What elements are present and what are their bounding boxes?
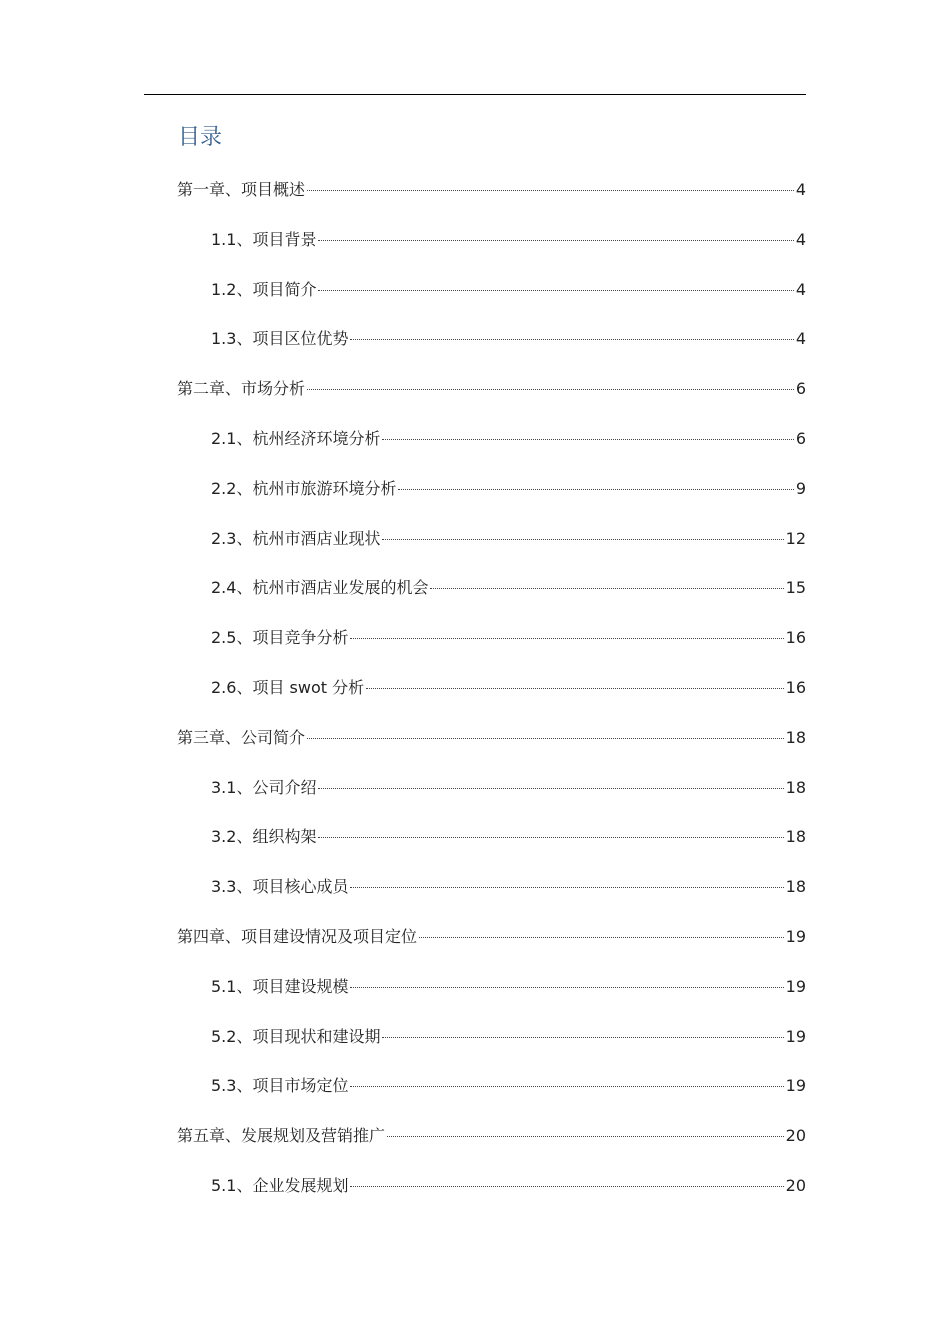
toc-section-entry[interactable]	[0, 1068, 950, 1118]
toc-entry-label: 2.6、项目 swot 分析	[211, 677, 365, 697]
toc-section-entry[interactable]	[0, 969, 950, 1019]
toc-dot-leader	[307, 389, 794, 390]
toc-dot-leader	[318, 788, 783, 789]
toc-chapter-entry[interactable]	[0, 172, 950, 222]
toc-dot-leader	[382, 1037, 783, 1038]
toc-entry-label: 2.5、项目竞争分析	[211, 628, 349, 648]
toc-chapter-entry[interactable]	[0, 919, 950, 969]
toc-page-number: 19	[785, 1026, 806, 1046]
toc-section-entry[interactable]	[0, 471, 950, 521]
toc-dot-leader	[382, 439, 793, 440]
toc-list	[0, 172, 950, 1218]
toc-chapter-entry[interactable]	[0, 720, 950, 770]
toc-section-entry[interactable]	[0, 570, 950, 620]
toc-dot-leader	[430, 588, 783, 589]
toc-dot-leader	[419, 937, 784, 938]
toc-entry-label: 5.1、企业发展规划	[211, 1175, 349, 1195]
toc-section-entry[interactable]	[0, 1168, 950, 1218]
toc-entry-label: 5.2、项目现状和建设期	[211, 1026, 381, 1046]
toc-dot-leader	[387, 1136, 784, 1137]
toc-page-number: 4	[795, 279, 806, 299]
toc-entry-label: 第一章、项目概述	[177, 180, 306, 199]
toc-section-entry[interactable]	[0, 321, 950, 371]
toc-section-entry[interactable]	[0, 819, 950, 869]
toc-chapter-entry[interactable]	[0, 1118, 950, 1168]
toc-entry-label: 3.1、公司介绍	[211, 777, 317, 797]
toc-dot-leader	[318, 837, 783, 838]
toc-dot-leader	[350, 887, 783, 888]
toc-section-entry[interactable]	[0, 770, 950, 820]
toc-section-entry[interactable]	[0, 869, 950, 919]
toc-entry-label: 5.1、项目建设规模	[211, 976, 349, 996]
toc-entry-label: 5.3、项目市场定位	[211, 1076, 349, 1096]
toc-entry-label: 1.1、项目背景	[211, 229, 317, 249]
toc-entry-label: 第四章、项目建设情况及项目定位	[177, 926, 418, 946]
toc-page-number: 20	[785, 1126, 806, 1146]
toc-page-number: 6	[795, 428, 806, 448]
toc-page-number: 12	[785, 528, 806, 548]
toc-section-entry[interactable]	[0, 521, 950, 571]
toc-title: 目录	[178, 125, 223, 150]
toc-entry-label: 2.1、杭州经济环境分析	[211, 428, 381, 448]
toc-page-number: 20	[785, 1175, 806, 1195]
toc-entry-label: 2.2、杭州市旅游环境分析	[211, 478, 397, 498]
toc-dot-leader	[350, 1086, 783, 1087]
toc-entry-label: 3.3、项目核心成员	[211, 877, 349, 897]
toc-section-entry[interactable]	[0, 1019, 950, 1069]
header-rule	[144, 94, 806, 95]
toc-dot-leader	[307, 738, 784, 739]
toc-section-entry[interactable]	[0, 272, 950, 322]
toc-page-number: 6	[795, 379, 806, 399]
toc-dot-leader	[350, 987, 783, 988]
toc-section-entry[interactable]	[0, 222, 950, 272]
toc-entry-label: 2.3、杭州市酒店业现状	[211, 528, 381, 548]
toc-page-number: 16	[785, 677, 806, 697]
toc-dot-leader	[350, 339, 793, 340]
toc-dot-leader	[307, 190, 794, 191]
toc-dot-leader	[318, 240, 793, 241]
toc-entry-label: 第五章、发展规划及营销推广	[177, 1126, 386, 1146]
toc-entry-label: 1.2、项目简介	[211, 279, 317, 299]
toc-page-number: 4	[795, 329, 806, 349]
toc-page-number: 18	[785, 827, 806, 847]
toc-entry-label: 2.4、杭州市酒店业发展的机会	[211, 578, 429, 598]
toc-page-number: 18	[785, 727, 806, 747]
toc-page-number: 9	[795, 478, 806, 498]
toc-page-number: 18	[785, 777, 806, 797]
toc-page-number: 18	[785, 877, 806, 897]
toc-section-entry[interactable]	[0, 620, 950, 670]
toc-entry-label: 第三章、公司简介	[177, 727, 306, 747]
toc-entry-label: 3.2、组织构架	[211, 827, 317, 847]
toc-dot-leader	[366, 688, 784, 689]
toc-page-number: 4	[795, 229, 806, 249]
toc-page-number: 19	[785, 1076, 806, 1096]
toc-page-number: 19	[785, 926, 806, 946]
toc-dot-leader	[398, 489, 793, 490]
toc-chapter-entry[interactable]	[0, 371, 950, 421]
toc-dot-leader	[318, 290, 793, 291]
toc-section-entry[interactable]	[0, 421, 950, 471]
toc-dot-leader	[350, 1186, 783, 1187]
toc-dot-leader	[350, 638, 783, 639]
toc-section-entry[interactable]	[0, 670, 950, 720]
toc-dot-leader	[382, 539, 783, 540]
toc-page-number: 15	[785, 578, 806, 598]
toc-entry-label: 第二章、市场分析	[177, 379, 306, 399]
toc-page-number: 4	[795, 180, 806, 199]
toc-page-number: 19	[785, 976, 806, 996]
toc-page-number: 16	[785, 628, 806, 648]
toc-entry-label: 1.3、项目区位优势	[211, 329, 349, 349]
